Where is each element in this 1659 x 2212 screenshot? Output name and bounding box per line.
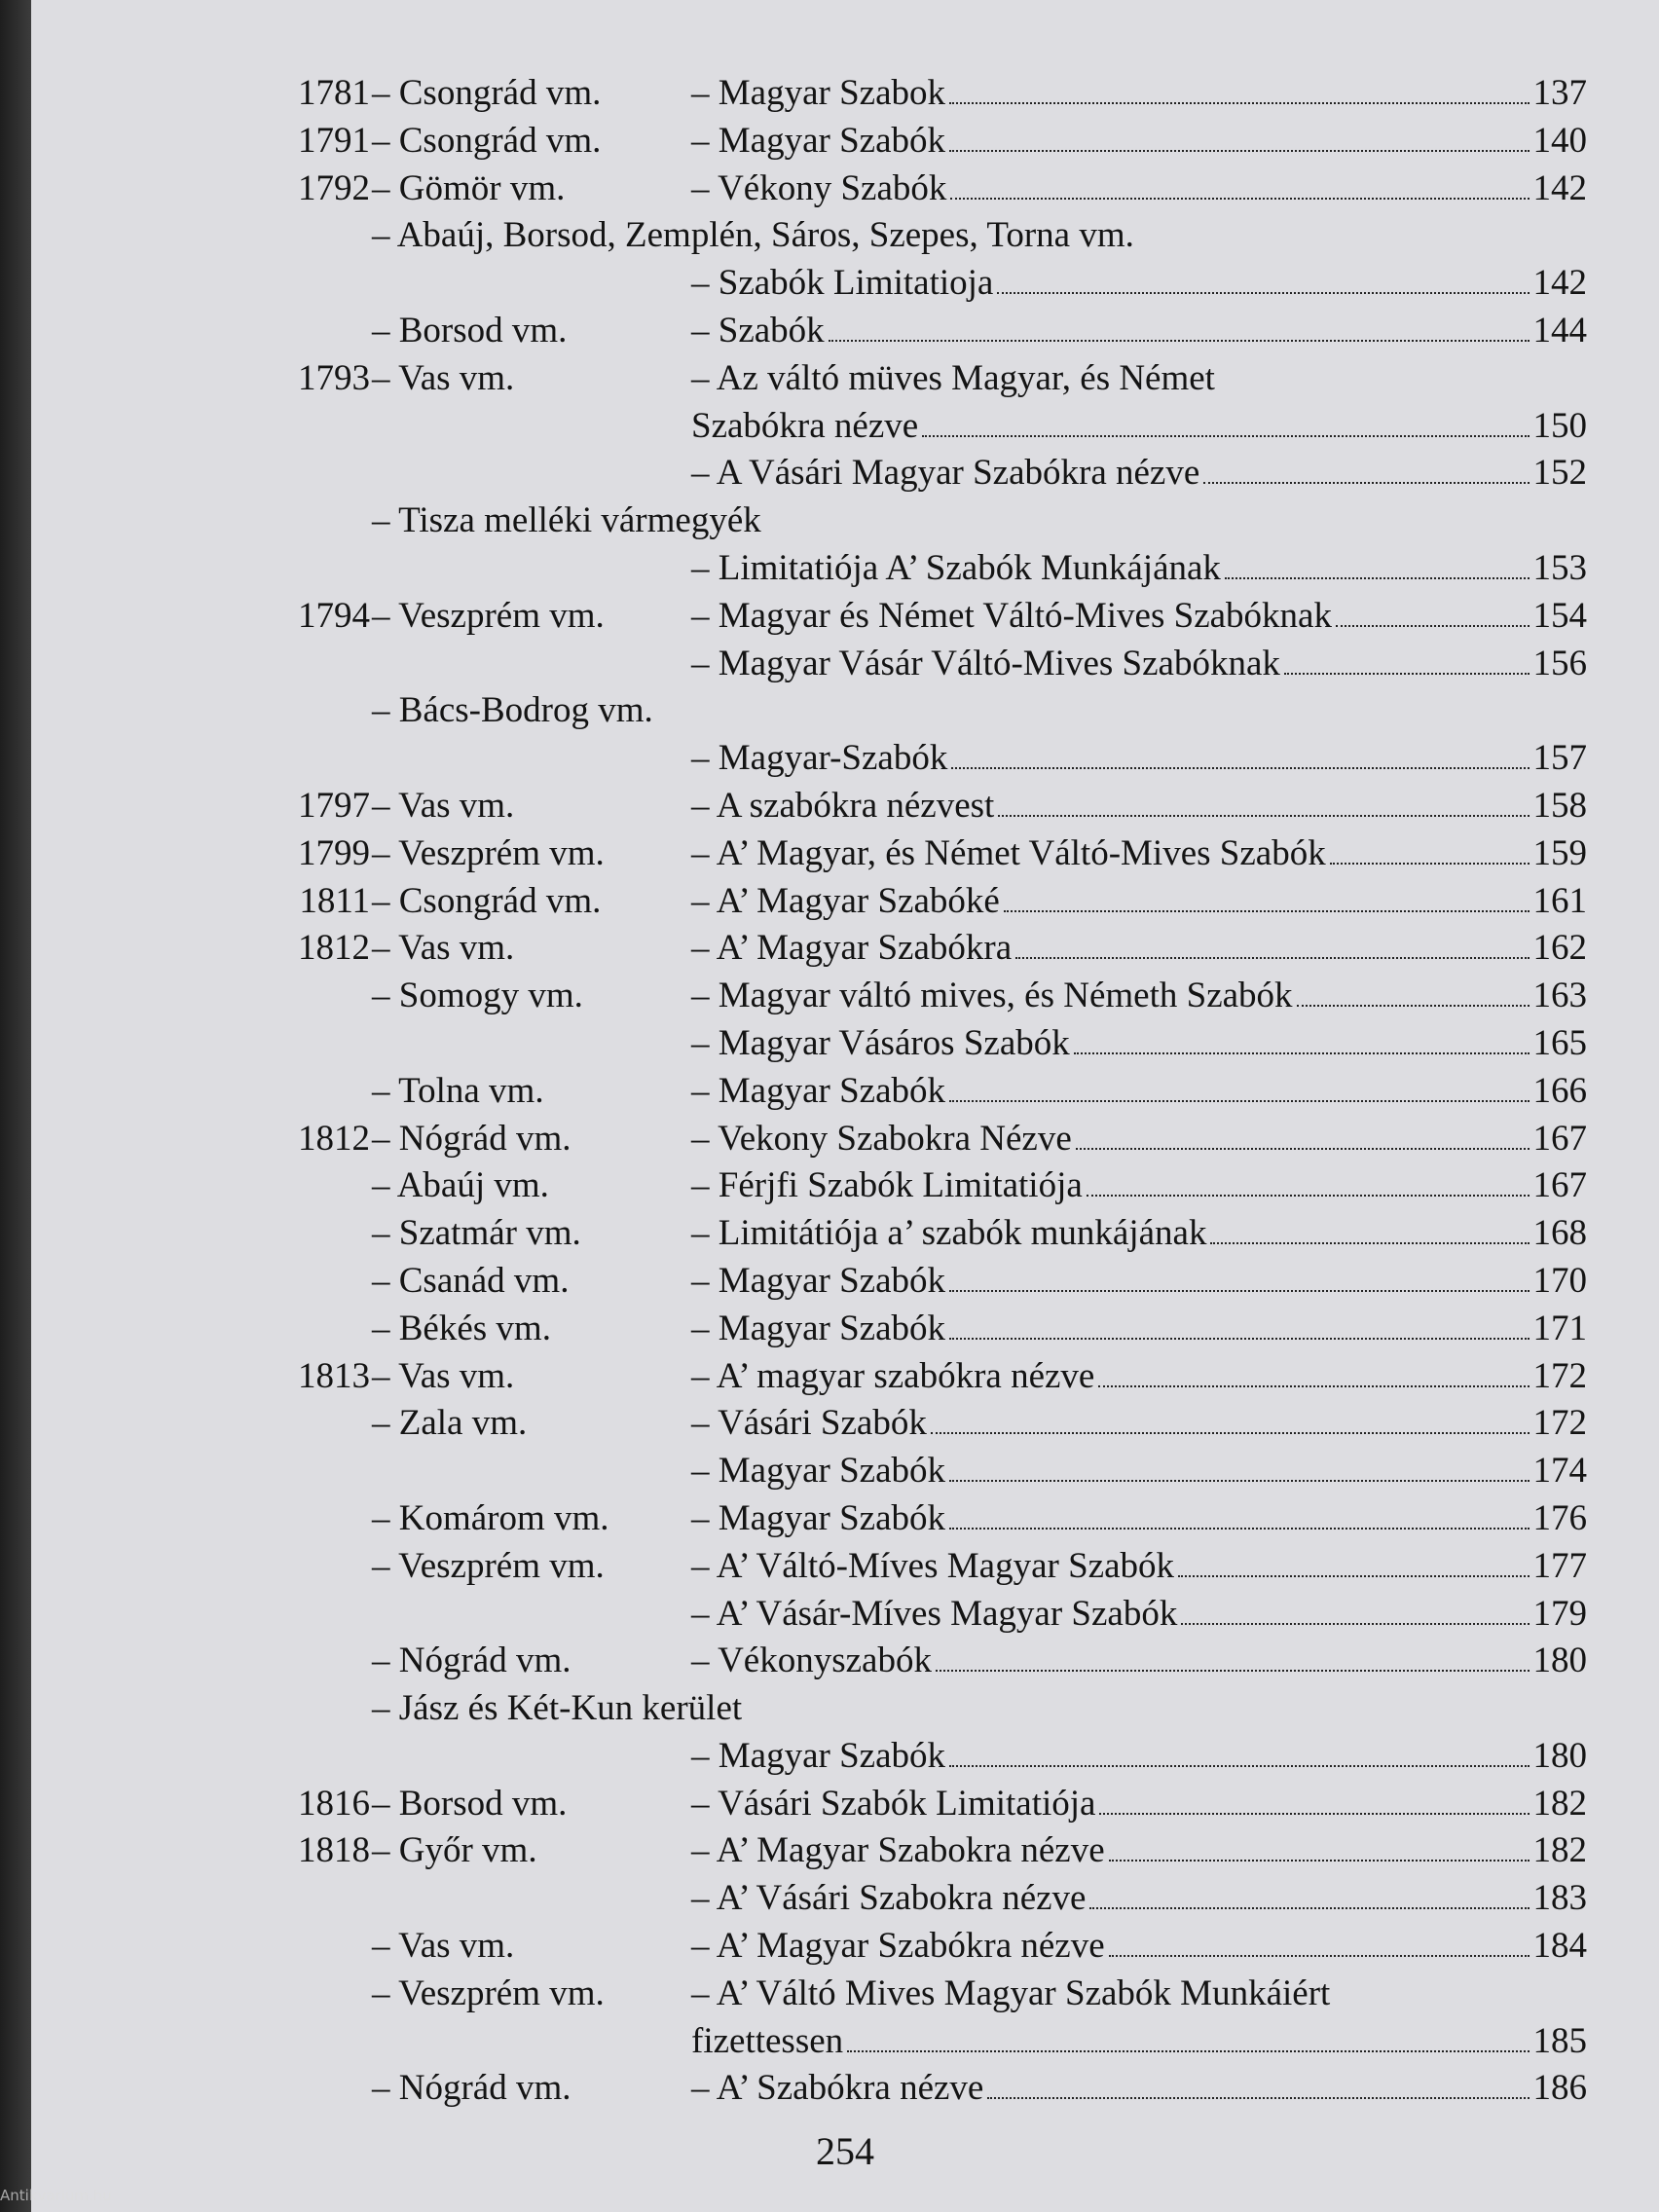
- toc-entry: [691, 1020, 1587, 1068]
- toc-title: – A’ Váltó-Míves Magyar Szabók: [691, 1545, 1174, 1586]
- toc-entry: [691, 830, 1587, 878]
- toc-entry: [691, 70, 1587, 118]
- toc-row: [282, 403, 1587, 451]
- toc-row: [282, 1543, 1587, 1591]
- toc-row: [282, 735, 1587, 783]
- toc-title: – Szabók Limitatioja: [691, 263, 994, 304]
- toc-page: 163: [1532, 976, 1587, 1016]
- leader-dots: [1330, 837, 1530, 865]
- toc-title: – Vekony Szabokra Nézve: [691, 1118, 1072, 1159]
- toc-title: – A’ Vásár-Míves Magyar Szabók: [691, 1593, 1178, 1634]
- toc-page: 156: [1532, 643, 1587, 683]
- toc-row: [282, 925, 1587, 973]
- toc-entry: [691, 1306, 1587, 1353]
- toc-county: – Gömör vm.: [372, 167, 566, 208]
- toc-entry: [691, 1495, 1587, 1543]
- toc-row: [282, 1020, 1587, 1068]
- toc-county: – Nógrád vm.: [372, 1118, 571, 1159]
- toc-entry: [691, 735, 1587, 783]
- toc-title: – Férjfi Szabók Limitatiója: [691, 1165, 1083, 1206]
- toc-row: [282, 2018, 1587, 2066]
- toc-page: 158: [1532, 785, 1587, 826]
- leader-dots: [1089, 1882, 1529, 1909]
- toc-entry: [691, 1116, 1587, 1163]
- toc-county: – Békés vm.: [372, 1308, 551, 1348]
- leader-dots: [1098, 1360, 1529, 1387]
- leader-dots: [1203, 457, 1529, 484]
- toc-page: 174: [1532, 1451, 1587, 1492]
- toc-county: – Zala vm.: [372, 1403, 528, 1444]
- leader-dots: [1109, 1834, 1530, 1862]
- leader-dots: [936, 1644, 1530, 1672]
- leader-dots: [1015, 932, 1529, 959]
- toc-year: 1799: [298, 832, 370, 873]
- toc-title: – Az váltó müves Magyar, és Német: [691, 357, 1215, 398]
- toc-year: 1794: [298, 595, 370, 636]
- toc-row: [282, 1733, 1587, 1781]
- toc-row: [282, 687, 1587, 735]
- leader-dots: [949, 1075, 1530, 1102]
- toc-page: 171: [1532, 1308, 1587, 1348]
- toc-row: [282, 2065, 1587, 2113]
- toc-entry: [691, 1353, 1587, 1401]
- toc-county: – Veszprém vm.: [372, 832, 605, 873]
- leader-dots: [1336, 600, 1530, 627]
- toc-row: [282, 1685, 1587, 1733]
- leader-dots: [1004, 885, 1530, 912]
- toc-entry: [691, 1638, 1587, 1685]
- toc-entry: [691, 925, 1587, 973]
- toc-page: 172: [1532, 1355, 1587, 1396]
- toc-year: 1811: [299, 880, 370, 921]
- leader-dots: [1178, 1550, 1530, 1577]
- toc-page: 165: [1532, 1022, 1587, 1063]
- page-number: 254: [816, 2129, 874, 2173]
- toc-page: 170: [1532, 1260, 1587, 1301]
- toc-entry: [691, 973, 1587, 1020]
- toc-title: – Vásári Szabók Limitatiója: [691, 1783, 1096, 1824]
- toc-page: 142: [1532, 167, 1587, 208]
- toc-year: 1791: [298, 120, 370, 161]
- toc-page: 180: [1532, 1641, 1587, 1681]
- leader-dots: [847, 2025, 1529, 2052]
- toc-row: [282, 450, 1587, 498]
- toc-entry: [691, 1923, 1587, 1971]
- leader-dots: [949, 77, 1530, 104]
- toc-row: [282, 1781, 1587, 1828]
- toc-county: – Borsod vm.: [372, 1783, 568, 1824]
- toc-row: [282, 783, 1587, 830]
- toc-entry: [691, 166, 1587, 213]
- toc-entry: [691, 260, 1587, 308]
- leader-dots: [949, 1265, 1530, 1292]
- toc-page: 186: [1532, 2068, 1587, 2109]
- toc-title: – Limitatiója A’ Szabók Munkájának: [691, 547, 1221, 588]
- leader-dots: [1210, 1217, 1529, 1244]
- toc-row: [282, 1068, 1587, 1116]
- toc-row: [282, 498, 1587, 545]
- toc-title: – A’ Magyar Szabókra nézve: [691, 1926, 1105, 1967]
- toc-page: 157: [1532, 738, 1587, 779]
- leader-dots: [1109, 1930, 1530, 1957]
- leader-dots: [998, 790, 1529, 817]
- toc-page: 177: [1532, 1545, 1587, 1586]
- toc-title: – Vékony Szabók: [691, 167, 947, 208]
- toc-row: [282, 212, 1587, 260]
- toc-page: 167: [1532, 1165, 1587, 1206]
- toc-entry: [691, 1827, 1587, 1875]
- toc-entry: [691, 1258, 1587, 1306]
- toc-county: – Nógrád vm.: [372, 1641, 571, 1681]
- toc-row: [282, 1306, 1587, 1353]
- toc-row: [282, 1923, 1587, 1971]
- book-spine: [0, 0, 31, 2212]
- toc-title: – A’ Szabókra nézve: [691, 2068, 984, 2109]
- toc-row: [282, 1258, 1587, 1306]
- toc-row: [282, 1400, 1587, 1448]
- toc-entry: [691, 2065, 1587, 2113]
- toc-year: 1816: [298, 1783, 370, 1824]
- toc-county: – Vas vm.: [372, 1355, 515, 1396]
- toc-county: – Csanád vm.: [372, 1260, 570, 1301]
- toc-title: – Magyar Szabók: [691, 1260, 945, 1301]
- toc-page: 140: [1532, 120, 1587, 161]
- toc-county: – Bács-Bodrog vm.: [372, 690, 653, 731]
- toc-page: 183: [1532, 1878, 1587, 1919]
- toc-page: 182: [1532, 1830, 1587, 1871]
- toc-title: – Limitátiója a’ szabók munkájának: [691, 1213, 1207, 1254]
- toc-row: [282, 1591, 1587, 1639]
- toc-page: 182: [1532, 1783, 1587, 1824]
- toc-page: 154: [1532, 595, 1587, 636]
- leader-dots: [949, 1455, 1530, 1482]
- toc-page: 153: [1532, 547, 1587, 588]
- toc-title: – A’ Magyar, és Német Váltó-Mives Szabók: [691, 832, 1326, 873]
- toc-entry: [691, 118, 1587, 166]
- toc-page: 176: [1532, 1497, 1587, 1538]
- toc-title: – A’ Magyar Szabokra nézve: [691, 1830, 1105, 1871]
- toc-entry: [691, 1448, 1587, 1495]
- toc-row: [282, 1875, 1587, 1923]
- toc-title: – Vásári Szabók: [691, 1403, 927, 1444]
- toc-title: – Magyar váltó mives, és Németh Szabók: [691, 976, 1293, 1016]
- toc-row: [282, 1495, 1587, 1543]
- toc-title: – Magyar Vásár Váltó-Mives Szabóknak: [691, 643, 1280, 683]
- toc-title: – A’ Magyar Szabóké: [691, 880, 1000, 921]
- toc-entry: [691, 1971, 1587, 2018]
- toc-title: – A’ Váltó Mives Magyar Szabók Munkáiért: [691, 1972, 1331, 2013]
- toc-year: 1781: [298, 73, 370, 113]
- book-page: [31, 0, 1659, 2212]
- toc-entry: [691, 308, 1587, 355]
- toc-row: [282, 118, 1587, 166]
- toc-title: – A Vásári Magyar Szabókra nézve: [691, 453, 1200, 494]
- watermark: Antikvarium.hu: [0, 2187, 112, 2204]
- toc-county: – Tisza melléki vármegyék: [372, 500, 761, 541]
- toc-title: – Magyar és Német Váltó-Mives Szabóknak: [691, 595, 1332, 636]
- toc-county: – Csongrád vm.: [372, 120, 602, 161]
- toc-year: 1812: [298, 928, 370, 969]
- leader-dots: [1099, 1788, 1529, 1815]
- toc-title: – A’ magyar szabókra nézve: [691, 1355, 1095, 1396]
- toc-title: – Szabók: [691, 310, 825, 350]
- toc-entry: [691, 403, 1587, 451]
- toc-title: – Magyar Szabók: [691, 120, 945, 161]
- toc-page: 168: [1532, 1213, 1587, 1254]
- toc-entry: [691, 1591, 1587, 1639]
- toc-county: – Csongrád vm.: [372, 73, 602, 113]
- toc-title: – Magyar Szabók: [691, 1070, 945, 1111]
- toc-title: fizettessen: [691, 2020, 844, 2061]
- toc-county: – Csongrád vm.: [372, 880, 602, 921]
- toc-page: 179: [1532, 1593, 1587, 1634]
- toc-page: 166: [1532, 1070, 1587, 1111]
- toc-title: – Magyar Szabok: [691, 73, 945, 113]
- leader-dots: [1074, 1027, 1530, 1054]
- toc-title: Szabókra nézve: [691, 405, 919, 446]
- toc-row: [282, 1448, 1587, 1495]
- toc-row: [282, 1162, 1587, 1210]
- toc-title: – Magyar-Szabók: [691, 738, 948, 779]
- toc-title: – Magyar Szabók: [691, 1735, 945, 1776]
- toc-entry: [691, 783, 1587, 830]
- leader-dots: [1284, 647, 1530, 675]
- toc-row: [282, 308, 1587, 355]
- toc-county: – Borsod vm.: [372, 310, 568, 350]
- toc-page: 162: [1532, 928, 1587, 969]
- toc-page: 137: [1532, 73, 1587, 113]
- toc-year: 1792: [298, 167, 370, 208]
- toc-county: – Jász és Két-Kun kerület: [372, 1688, 743, 1729]
- leader-dots: [829, 314, 1530, 342]
- toc-row: [282, 545, 1587, 593]
- toc-page: 152: [1532, 453, 1587, 494]
- toc-row: [282, 70, 1587, 118]
- toc-row: [282, 1116, 1587, 1163]
- leader-dots: [1087, 1169, 1530, 1197]
- toc-county: – Győr vm.: [372, 1830, 537, 1871]
- toc-row: [282, 593, 1587, 641]
- toc-page: 172: [1532, 1403, 1587, 1444]
- toc-entry: [691, 593, 1587, 641]
- toc-page: 167: [1532, 1118, 1587, 1159]
- toc-entry: [691, 1733, 1587, 1781]
- toc-entry: [691, 1068, 1587, 1116]
- toc-page: 161: [1532, 880, 1587, 921]
- toc-entry: [691, 450, 1587, 498]
- toc-entry: [691, 641, 1587, 688]
- toc-county: – Veszprém vm.: [372, 1972, 605, 2013]
- toc-title: – Magyar Vásáros Szabók: [691, 1022, 1070, 1063]
- toc-county: – Abaúj, Borsod, Zemplén, Sáros, Szepes, Torna vm.: [372, 215, 1134, 256]
- toc-year: 1793: [298, 357, 370, 398]
- toc-year: 1813: [298, 1355, 370, 1396]
- toc-title: – Magyar Szabók: [691, 1497, 945, 1538]
- toc-title: – Magyar Szabók: [691, 1308, 945, 1348]
- toc-entry: [691, 545, 1587, 593]
- toc-title: – A szabókra nézvest: [691, 785, 995, 826]
- toc-row: [282, 355, 1587, 403]
- toc-row: [282, 641, 1587, 688]
- toc-page: 144: [1532, 310, 1587, 350]
- toc-title: – Magyar Szabók: [691, 1451, 945, 1492]
- toc-page: 180: [1532, 1735, 1587, 1776]
- toc-county: – Szatmár vm.: [372, 1213, 581, 1254]
- toc-entry: [691, 878, 1587, 926]
- leader-dots: [922, 410, 1529, 437]
- toc-row: [282, 973, 1587, 1020]
- toc-year: 1818: [298, 1830, 370, 1871]
- toc-page: 159: [1532, 832, 1587, 873]
- toc-county: – Vas vm.: [372, 1926, 515, 1967]
- leader-dots: [950, 172, 1529, 200]
- toc-entry: [691, 1781, 1587, 1828]
- toc-entry: [691, 1162, 1587, 1210]
- toc-county: – Somogy vm.: [372, 976, 583, 1016]
- toc-county: – Tolna vm.: [372, 1070, 544, 1111]
- toc-page: 150: [1532, 405, 1587, 446]
- toc-title: – A’ Vásári Szabokra nézve: [691, 1878, 1087, 1919]
- toc-row: [282, 1353, 1587, 1401]
- toc-page: 184: [1532, 1926, 1587, 1967]
- toc-county: – Veszprém vm.: [372, 595, 605, 636]
- toc-county: – Veszprém vm.: [372, 1545, 605, 1586]
- toc-entry: [691, 355, 1587, 403]
- toc-county: – Vas vm.: [372, 785, 515, 826]
- leader-dots: [949, 1502, 1530, 1530]
- toc-row: [282, 1638, 1587, 1685]
- toc-year: 1797: [298, 785, 370, 826]
- leader-dots: [987, 2072, 1529, 2099]
- leader-dots: [1225, 552, 1530, 579]
- toc-entry: [691, 1400, 1587, 1448]
- toc-county: – Vas vm.: [372, 928, 515, 969]
- leader-dots: [1297, 979, 1530, 1007]
- leader-dots: [997, 267, 1529, 294]
- toc-county: – Komárom vm.: [372, 1497, 609, 1538]
- toc-entry: [691, 1875, 1587, 1923]
- leader-dots: [1076, 1123, 1530, 1150]
- leader-dots: [1181, 1598, 1529, 1625]
- leader-dots: [949, 125, 1530, 152]
- toc-row: [282, 830, 1587, 878]
- toc-entry: [691, 2018, 1587, 2066]
- leader-dots: [949, 1740, 1530, 1767]
- toc-county: – Nógrád vm.: [372, 2068, 571, 2109]
- toc-year: 1812: [298, 1118, 370, 1159]
- toc-row: [282, 1971, 1587, 2018]
- toc-row: [282, 878, 1587, 926]
- leader-dots: [949, 1312, 1530, 1340]
- toc-row: [282, 1210, 1587, 1258]
- toc-page: 185: [1532, 2020, 1587, 2061]
- toc-county: – Vas vm.: [372, 357, 515, 398]
- toc-page: 142: [1532, 263, 1587, 304]
- toc-title: – Vékonyszabók: [691, 1641, 932, 1681]
- toc-county: – Abaúj vm.: [372, 1165, 549, 1206]
- toc-row: [282, 260, 1587, 308]
- leader-dots: [931, 1407, 1530, 1434]
- toc-entry: [691, 1210, 1587, 1258]
- toc-row: [282, 1827, 1587, 1875]
- toc-entry: [691, 1543, 1587, 1591]
- toc-title: – A’ Magyar Szabókra: [691, 928, 1013, 969]
- leader-dots: [951, 742, 1529, 769]
- toc-row: [282, 166, 1587, 213]
- table-of-contents: [282, 70, 1587, 2113]
